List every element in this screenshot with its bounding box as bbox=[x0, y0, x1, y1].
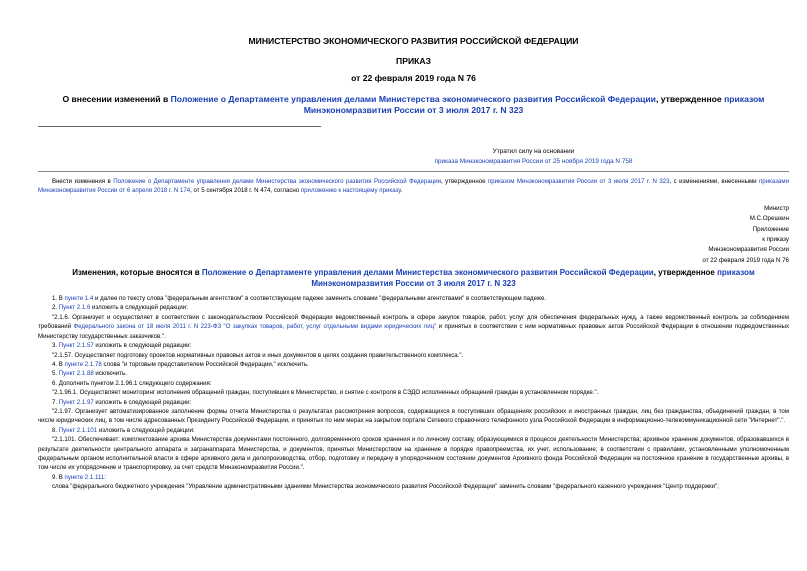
order-323-link[interactable]: приказом Минэкономразвития России от 3 июля 2017 г. N 323 bbox=[311, 268, 755, 288]
item-text: 9. В bbox=[52, 473, 65, 481]
intro-text: , от 5 сентября 2018 г. N 474, согласно bbox=[190, 187, 301, 195]
item-text: изложить в следующей редакции: bbox=[93, 398, 192, 406]
appendix-link[interactable]: приложению к настоящему приказу bbox=[300, 187, 401, 195]
appendix-label: к приказу bbox=[762, 236, 789, 244]
order-323-link[interactable]: приказом Минэкономразвития России от 3 июля 2017 г. N 323 bbox=[303, 94, 765, 115]
intro-text: . bbox=[400, 187, 403, 195]
item-text: слова "и торговым представителем Российской Федерации," исключить. bbox=[101, 360, 309, 368]
order-title-text: , утвержденное bbox=[655, 94, 725, 104]
changes-title-text: , утвержденное bbox=[653, 268, 718, 278]
appendix-label: от 22 февраля 2019 года N 76 bbox=[702, 256, 789, 264]
changes-title bbox=[38, 266, 789, 289]
quoted-clause: "2.1.101. Обеспечивает: комплектование архива Министерства документами постоянного, долговременного сроков хранения и по личному составу, образующимися в процессе деятельности Министерства; архивное хранение документов, образовавшихся в результате деятельности центрального аппарата и загранаппарата Министерства, и документов, принятых Министерством на хранение в порядке правопреемства, их учет, использование; в соответствии с правилами, установленными уполномоченным федеральным органом исполнительной власти в сфере архивного дела и делопроизводства, отбор, подготовку и передачу в упорядоченном состоянии документов Архивного фонда Российской Федерации на постоянное хранение в государственные архивы, в том числе их упорядочение и транспортировку, за счет средств Минэкономразвития России.". bbox=[38, 436, 789, 472]
order-758-link[interactable]: приказа Минэкономразвития России от 25 ноября 2019 года N 758 bbox=[434, 158, 633, 165]
ministry-heading: МИНИСТЕРСТВО ЭКОНОМИЧЕСКОГО РАЗВИТИЯ РОССИЙСКОЙ ФЕДЕРАЦИИ bbox=[248, 36, 579, 46]
order-174-link[interactable]: приказами Минэкономразвития России от 6 апреля 2018 г. N 174 bbox=[38, 178, 789, 195]
doc-type-heading: ПРИКАЗ bbox=[396, 56, 431, 66]
clause-link[interactable]: пункте 2.1.111 bbox=[64, 473, 105, 481]
item-text: 4. В bbox=[52, 360, 65, 368]
list-item bbox=[38, 426, 789, 435]
date-number-heading: от 22 февраля 2019 года N 76 bbox=[351, 73, 476, 83]
order-title-text: О внесении изменений в bbox=[62, 94, 171, 104]
item-text: 1. В bbox=[52, 295, 65, 303]
quoted-clause bbox=[38, 313, 789, 341]
appendix-label: Приложение bbox=[752, 225, 789, 233]
item-text: 8. bbox=[52, 426, 59, 434]
item-text: и принятых в соответствии с ним нормативных правовых актов Российской Федерации в отношении подведомственных Министерству государственных заказчиков.". bbox=[38, 323, 789, 340]
intro-paragraph bbox=[38, 172, 789, 196]
intro-text: , утвержденное bbox=[441, 178, 488, 185]
list-item bbox=[38, 473, 789, 482]
signer-role: Министр bbox=[764, 204, 789, 212]
regulation-link[interactable]: Положение о Департаменте управления делами Министерства экономического развития Российской Федерации bbox=[170, 94, 656, 104]
list-item bbox=[38, 303, 789, 312]
clause-link[interactable]: Пункт 2.1.88 bbox=[58, 370, 94, 378]
quoted-clause: слова "федерального бюджетного учреждения "Управление административными зданиями Министерства экономического развития Российской Федерации" заменить словами "федерального казенного учреждения "Центр поддержки"; bbox=[52, 483, 719, 491]
item-text: исключить. bbox=[93, 370, 127, 378]
clause-link[interactable]: Пункт 2.1.6 bbox=[58, 304, 91, 312]
list-item: 6. Дополнить пунктом 2.1.96.1 следующего содержания: bbox=[52, 379, 212, 387]
lost-force-text: Утратил силу на основании bbox=[492, 148, 575, 155]
item-text: 7. bbox=[52, 398, 59, 406]
regulation-link[interactable]: Положение о Департаменте управления делами Министерства экономического развития Российской Федерации bbox=[113, 178, 442, 185]
clause-link[interactable]: Пункт 2.1.57 bbox=[58, 342, 94, 350]
quoted-clause: "2.1.57. Осуществляет подготовку проектов нормативных правовых актов и иных документов в целях создания правительственного комплекса.". bbox=[52, 351, 464, 359]
item-text: изложить в следующей редакции: bbox=[93, 342, 192, 350]
item-text: 3. bbox=[52, 342, 59, 350]
signature-block bbox=[38, 196, 789, 266]
list-item bbox=[38, 294, 789, 303]
order-title bbox=[38, 84, 789, 116]
quoted-clause: "2.1.96.1. Осуществляет мониторинг исполнения обращений граждан, поступивших в Министерство, и снятие с контроля в СЭДО исполненных обращений граждан в установленном порядке.". bbox=[52, 389, 599, 397]
clause-link[interactable]: Пункт 2.1.97 bbox=[58, 398, 94, 406]
list-item bbox=[38, 341, 789, 350]
item-text: 5. bbox=[52, 370, 59, 378]
item-text: : bbox=[104, 473, 106, 481]
item-text: изложить в следующей редакции: bbox=[90, 304, 188, 312]
order-323-link[interactable]: приказом Минэкономразвития России от 3 июля 2017 г. N 323 bbox=[487, 178, 670, 185]
clause-link[interactable]: пункте 1.4 bbox=[64, 295, 94, 303]
clause-link[interactable]: пункте 2.1.78 bbox=[64, 360, 102, 368]
intro-text: Внести изменения в bbox=[52, 178, 114, 185]
list-item bbox=[38, 369, 789, 378]
regulation-link[interactable]: Положение о Департаменте управления делами Министерства экономического развития Российской Федерации bbox=[201, 268, 654, 278]
signer-name: М.С.Орешкин bbox=[749, 215, 789, 223]
item-text: изложить в следующей редакции: bbox=[97, 426, 195, 434]
item-text: "2.1.6. Организует и осуществляет в соответствии с законодательством Российской Федерации ведомственный контроль в сфере закупок товаров, работ, услуг для обеспечения федеральных нужд, а также ведомственный контроль за соблюдением требований bbox=[38, 313, 789, 331]
list-item bbox=[38, 360, 789, 369]
item-text: и далее по тексту слова "федеральным агентством" в соответствующем падеже заменить словами "федеральными агентствами" в соответствующем падеже. bbox=[93, 295, 547, 303]
list-item bbox=[38, 398, 789, 407]
quoted-clause: "2.1.97. Организует автоматизированное заполнение формы отчета Министерства о результатах рассмотрения вопросов, содержащихся в поступивших обращениях российских и иностранных граждан, лиц без гражданства, объединений граждан, в том числе юридических лиц, в том числе адресованных Президенту Российской Федерации, и принятых по ним мерах на закрытом портале Сетевого справочного телефонного узла Российской Федерации в информационно-телекоммуникационной сети "Интернет".". bbox=[38, 407, 789, 425]
lost-force-note bbox=[38, 127, 789, 167]
changes-title-text: Изменения, которые вносятся в bbox=[72, 268, 202, 278]
law-223-link[interactable]: Федерального закона от 18 июля 2011 г. N 223-ФЗ "О закупках товаров, работ, услуг отдельными видами юридических лиц" bbox=[73, 323, 437, 331]
item-text: 2. bbox=[52, 304, 59, 312]
appendix-label: Минэкономразвития России bbox=[708, 246, 789, 254]
changes-list bbox=[38, 289, 789, 492]
intro-text: , с изменениями, внесенными bbox=[669, 178, 759, 185]
clause-link[interactable]: Пункт 2.1.101 bbox=[58, 426, 98, 434]
